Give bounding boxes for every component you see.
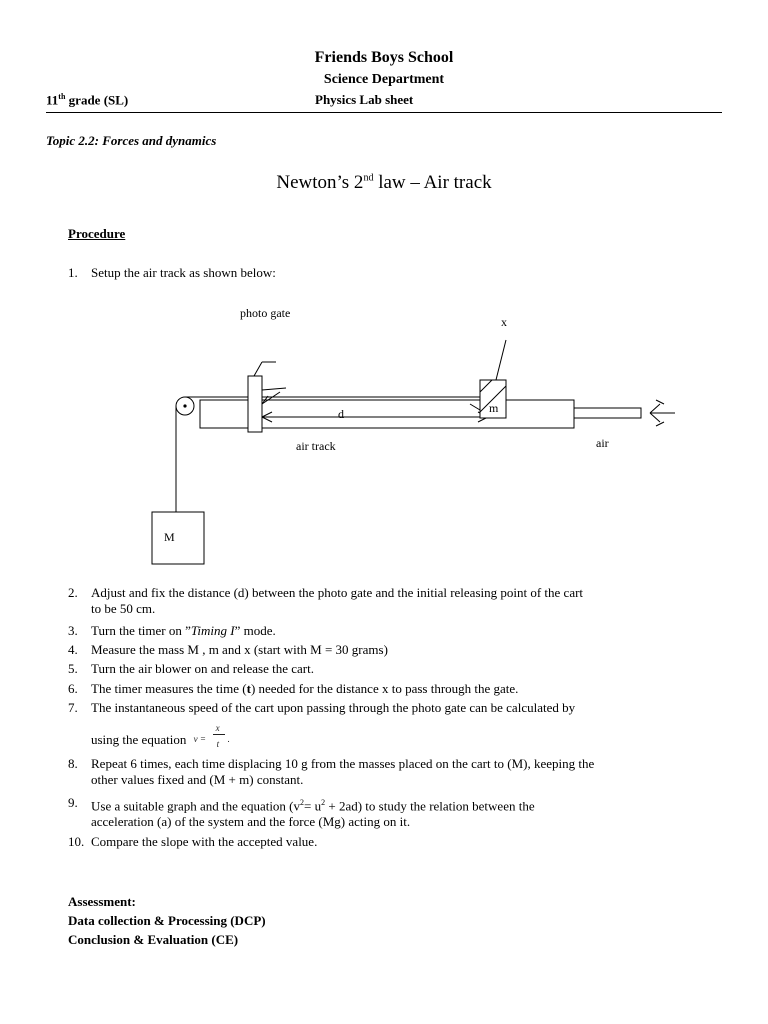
header-row [46,92,722,113]
hanging-mass-label: M [164,530,175,544]
assessment-item-ce: Conclusion & Evaluation (CE) [68,932,239,947]
hanging-mass [152,512,204,564]
assessment-section [68,892,266,949]
air-inlet-tube [574,408,641,418]
air-track-label: air track [296,439,336,453]
air-label: air [596,436,609,450]
photo-gate [248,376,262,432]
page-title: Newton’s 2nd law – Air track [276,172,492,193]
lab-sheet-page: Friends Boys School Science Department 11th grade (SL) Physics Lab sheet Topic 2.2: Forces and dynamics Newton’s 2nd law – Air track Procedure 1. Setup the air track as shown below: photo gate x d m air track air M 2. Adjust and fix the distance (d) between the photo gate and the initial releasing point of the cart to be 50 cm. 3. Turn the timer on ”Timing I” mode. 4. Measure the mass M , m and x (start with M = 30 grams) 5. Turn the air blower on and release the cart. 6. The timer measures the time (t) needed for the distance x to pass through the gate. 7. The instantaneous speed of the cart upon passing through the photo gate can be calculated by using the equation v = x t . 8. Repeat 6 times, each time displacing 10 g from the masses placed on the cart to (M), keeping the other values fixed and (M + m) constant. 9. Use a suitable graph and the equation $(v^2= u^2 + 2ad)$ to study the relation between the acceleration (a) of the system and the force (Mg) acting on it. 10. Compare the slope with the accepted value. Assessment: Data collection & Processing (DCP) Conclusion & Evaluation (CE) [0,0,768,1024]
school-name: Friends Boys School [314,49,454,66]
assessment-heading: Assessment: [68,894,136,909]
x-label: x [501,315,507,329]
department-name: Science Department [323,72,445,87]
distance-label: d [338,407,344,421]
cart-mass-label: m [489,401,499,415]
photo-gate-label: photo gate [240,306,291,320]
pulley-axle [183,404,186,407]
sheet-type: Physics Lab sheet [315,92,414,107]
grade-level: 11th grade (SL) [46,92,129,108]
air-track-diagram [150,300,690,570]
assessment-item-dcp: Data collection & Processing (DCP) [68,913,266,928]
speed-equation: v = x t . [193,723,230,749]
topic-heading: Topic 2.2: Forces and dynamics [46,133,217,148]
procedure-heading: Procedure [68,226,126,241]
